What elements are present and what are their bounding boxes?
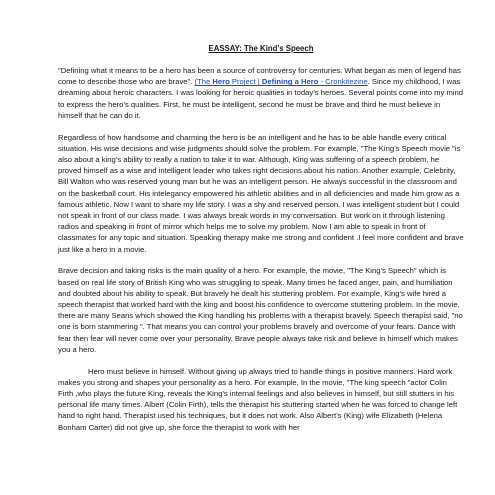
intro-quote-text: "Defining what it means to be a hero has been a source of controversy for centuries. What began as men of legend has come to describe those who are brave". — [58, 66, 461, 87]
essay-title: EASSAY: The Kind’s Speech — [208, 44, 314, 53]
intro-rest-text: . Since my childhood, I was dreaming about heroic characters. I was looking for heroic qualities in today’s heroes. Several points come into my mind to express the hero’s qualities. First, he must be intelligent, second he must be brave and third he must believe in himself that he can do it. — [58, 77, 464, 120]
link-middle: Project | — [229, 77, 262, 87]
link-bold-hero: Hero — [212, 77, 230, 87]
link-suffix: - Cronkitezine — [318, 77, 368, 87]
paragraph-intro — [58, 65, 464, 121]
source-link[interactable] — [195, 77, 368, 86]
link-bold-defining: Defining a Hero — [261, 77, 319, 87]
paragraph-bravery: Brave decision and taking risks is the main quality of a hero. For example, the movie, "The King’s Speech" which is based on real life story of British King who was struggling to speak. Many times he faced anger, pain, and humiliation and doubted about his ability to speak. But bravely he dealt his stuttering problem. For example, King’s wife hired a speech therapist that worked hard with the king and boost his confidence to overcome stuttering problem. In the movie, there are many Seans which showed the King handling his problems with a therapist bravely. Speech therapist said, "no one is born stammering ". That means you can control your problems bravely and overcome of your fears. Dance with fear then fear will never come over your personality. Brave people always take risk and believe in himself which makes you a hero. — [58, 266, 463, 354]
paragraph-self-belief: Hero must believe in himself. Without giving up always tried to handle things in positive manners. Hard work makes you strong and shapes your personality as a hero. For example, In the movie, "The king speech "actor Colin Firth ,who plays the future King, reveals the King’s internal feelings and also believes in himself, but still stutters in his personal life many times. Albert (Colin Firth), tells the therapist his stuttering started when he was forced to change left hand to right hand. Therapist used his techniques, but it does not work. Also Albert’s (King) wife Elizabeth (Helena Bonham Carter) did not give up, she force the therapist to work with her — [58, 366, 458, 432]
paragraph-intelligence: Regardless of how handsome and charming the hero is be an intelligent and he has to be able handle every critical situation. His wise decisions and wise judgments should solve the problem. For example, "The King’s Speech movie "is also about a king’s ability to really a nation to take it to war. Although, King was suffering of a speech problem, he proved himself as a wise and intelligent leader who takes right decisions about his nation. Another example, Celebrity, Bill Walton who was reserved young man but he was an intelligent person. He always successful in the classroom and on the basketball court. His intelegancy empowered his athletic abilities and in all deficiencies and made him grow as a famous athletic. Now I want to share my life story. I was a shy and reserved person. I was intelligent student but I could not speak in front of our class made. I was always break words in my conversation. But work on it through listening radios and speaking in front of mirror which helps me to solve my problem. Now I am able to speak in front of classmates for any topic and situation. Speaking therapy make me strong and confident .I feel more confident and brave just like a hero in a movie. — [58, 132, 464, 254]
link-prefix: (The — [194, 77, 213, 87]
